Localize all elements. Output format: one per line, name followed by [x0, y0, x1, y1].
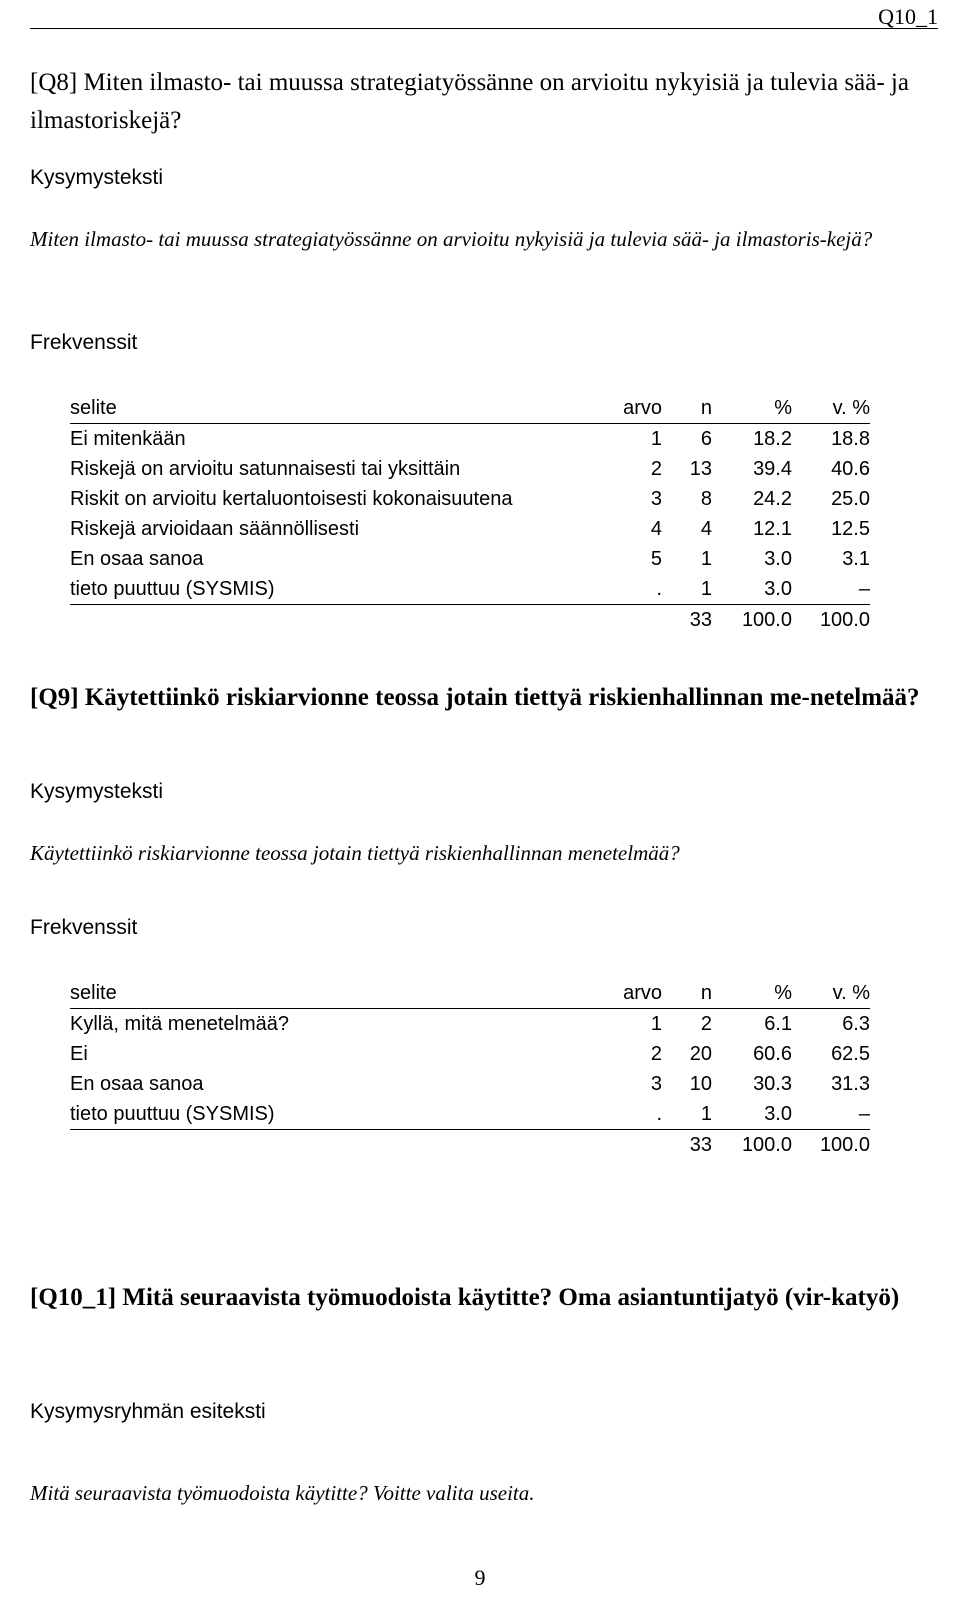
page-number: 9 [474, 1565, 486, 1590]
cell-valid-percent: 3.1 [842, 547, 870, 570]
col-arvo: arvo [590, 393, 662, 424]
cell-selite: tieto puuttuu (SYSMIS) [70, 1099, 590, 1130]
cell-n: 1 [662, 1099, 712, 1130]
col-percent: % [712, 393, 792, 424]
cell-arvo: 1 [650, 1012, 662, 1035]
q9-question-text: Käytettiinkö riskiarvionne teossa jotain tiettyä riskienhallinnan menetelmää? [30, 841, 680, 865]
cell-valid-percent: – [792, 574, 870, 605]
header-rule [30, 28, 938, 29]
cell-n: 6 [700, 427, 712, 450]
cell-arvo: 4 [650, 517, 662, 540]
total-valid-percent: 100.0 [819, 1133, 870, 1156]
q10-1-intro-text: Mitä seuraavista työmuodoista käytitte? Voitte valita useita. [30, 1481, 535, 1505]
cell-arvo: 3 [650, 487, 662, 510]
cell-percent: 3.0 [712, 574, 792, 605]
cell-arvo: 2 [650, 1042, 662, 1065]
q9-frekvenssit-label: Frekvenssit [30, 916, 138, 939]
cell-percent: 24.2 [753, 487, 792, 510]
cell-valid-percent: 18.8 [831, 427, 870, 450]
cell-selite: En osaa sanoa [70, 547, 204, 570]
total-valid-percent: 100.0 [819, 608, 870, 631]
q8-frequency-table [70, 393, 870, 635]
col-n: n [662, 978, 712, 1009]
col-percent: % [712, 978, 792, 1009]
cell-percent: 18.2 [753, 427, 792, 450]
cell-selite: Riskejä on arvioitu satunnaisesti tai yksittäin [70, 457, 461, 480]
col-arvo: arvo [590, 978, 662, 1009]
table-row [70, 424, 870, 455]
q10-1-title: [Q10_1] Mitä seuraavista työmuodoista käytitte? Oma asiantuntijatyö (vir-katyö) [30, 1284, 900, 1311]
total-n: 33 [689, 1133, 712, 1156]
q9-kysymysteksti-label: Kysymysteksti [30, 780, 164, 803]
cell-selite: Ei [70, 1042, 88, 1065]
table-row [70, 544, 870, 574]
cell-selite: Riskejä arvioidaan säännöllisesti [70, 517, 360, 540]
q8-kysymysteksti-label: Kysymysteksti [30, 166, 164, 189]
cell-arvo: . [590, 574, 662, 605]
cell-n: 1 [700, 547, 712, 570]
total-row [70, 605, 870, 636]
table-row [70, 484, 870, 514]
table-row [70, 454, 870, 484]
cell-arvo: 5 [650, 547, 662, 570]
cell-percent: 60.6 [753, 1042, 792, 1065]
table-row [70, 514, 870, 544]
cell-n: 20 [689, 1042, 712, 1065]
col-valid-percent: v. % [792, 978, 870, 1009]
cell-selite: Kyllä, mitä menetelmää? [70, 1012, 289, 1035]
cell-percent: 6.1 [764, 1012, 792, 1035]
cell-n: 13 [689, 457, 712, 480]
cell-arvo: 2 [650, 457, 662, 480]
col-n: n [662, 393, 712, 424]
cell-n: 10 [689, 1072, 712, 1095]
cell-percent: 39.4 [753, 457, 792, 480]
running-head: Q10_1 [878, 4, 938, 29]
table-row [70, 1009, 870, 1040]
table-row [70, 1039, 870, 1069]
table-row [70, 1069, 870, 1099]
table-row [70, 1099, 870, 1130]
total-row [70, 1130, 870, 1161]
cell-n: 1 [662, 574, 712, 605]
q10-1-ryhma-label: Kysymysryhmän esiteksti [30, 1400, 266, 1423]
cell-selite: Riskit on arvioitu kertaluontoisesti kokonaisuutena [70, 487, 513, 510]
cell-percent: 12.1 [753, 517, 792, 540]
cell-valid-percent: 12.5 [831, 517, 870, 540]
cell-valid-percent: 62.5 [831, 1042, 870, 1065]
cell-percent: 3.0 [712, 1099, 792, 1130]
cell-arvo: 1 [650, 427, 662, 450]
table-row [70, 574, 870, 605]
q9-frequency-table [70, 978, 870, 1160]
cell-selite: Ei mitenkään [70, 427, 186, 450]
q9-title: [Q9] Käytettiinkö riskiarvionne teossa jotain tiettyä riskienhallinnan me-netelmää? [30, 684, 920, 711]
cell-valid-percent: 31.3 [831, 1072, 870, 1095]
q8-frekvenssit-label: Frekvenssit [30, 331, 138, 354]
col-selite: selite [70, 393, 590, 424]
table-header-row [70, 393, 870, 424]
total-n: 33 [689, 608, 712, 631]
cell-n: 8 [700, 487, 712, 510]
cell-arvo: . [590, 1099, 662, 1130]
cell-selite: En osaa sanoa [70, 1072, 204, 1095]
col-selite: selite [70, 978, 590, 1009]
cell-selite: tieto puuttuu (SYSMIS) [70, 574, 590, 605]
total-percent: 100.0 [741, 1133, 792, 1156]
table-header-row [70, 978, 870, 1009]
cell-valid-percent: 6.3 [842, 1012, 870, 1035]
col-valid-percent: v. % [792, 393, 870, 424]
cell-valid-percent: 25.0 [831, 487, 870, 510]
cell-percent: 30.3 [753, 1072, 792, 1095]
cell-n: 2 [700, 1012, 712, 1035]
q8-title: [Q8] Miten ilmasto- tai muussa strategiatyössänne on arvioitu nykyisiä ja tulevia sää- ja ilmastoriskejä? [30, 69, 909, 134]
total-percent: 100.0 [741, 608, 792, 631]
cell-n: 4 [700, 517, 712, 540]
cell-valid-percent: – [792, 1099, 870, 1130]
q8-question-text: Miten ilmasto- tai muussa strategiatyössänne on arvioitu nykyisiä ja tulevia sää- ja ilmastoris-kejä? [30, 227, 873, 251]
cell-arvo: 3 [650, 1072, 662, 1095]
cell-percent: 3.0 [764, 547, 792, 570]
cell-valid-percent: 40.6 [831, 457, 870, 480]
